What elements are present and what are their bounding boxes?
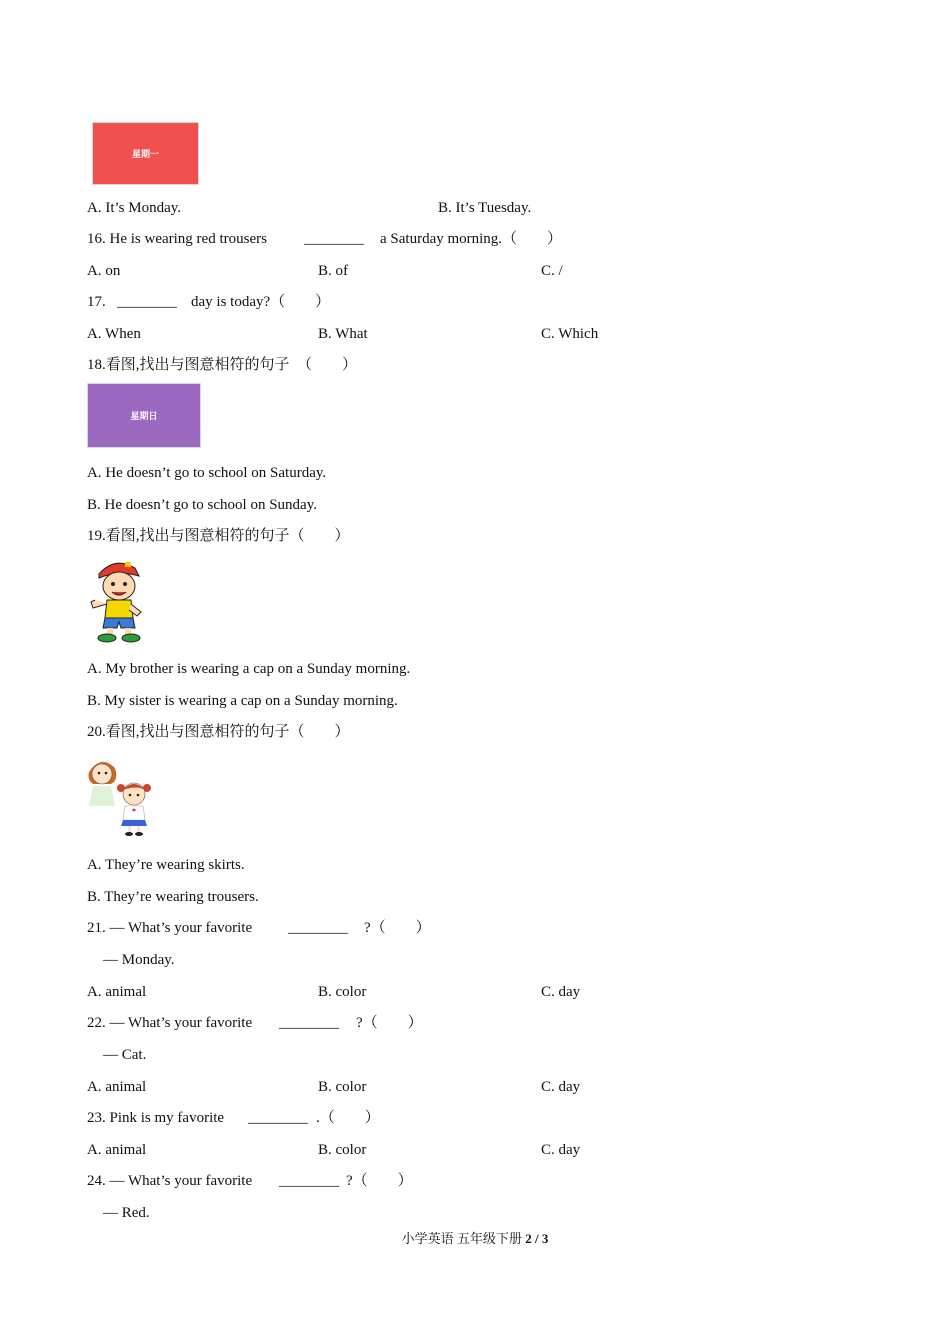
q24-answer: — Red. bbox=[103, 1205, 150, 1221]
q20-option-a: A. They’re wearing skirts. bbox=[87, 857, 245, 873]
q18-option-b: B. He doesn’t go to school on Sunday. bbox=[87, 497, 317, 513]
q15-option-a: A. It’s Monday. bbox=[87, 200, 182, 216]
q17-after: day is today?（ ） bbox=[191, 294, 331, 310]
q22-option-b: B. color bbox=[318, 1079, 367, 1095]
q16-option-c: C. / bbox=[541, 263, 563, 279]
q20-option-b: B. They’re wearing trousers. bbox=[87, 889, 259, 905]
q22-stem: 22. — What’s your favorite bbox=[87, 1015, 253, 1031]
q18-option-a: A. He doesn’t go to school on Saturday. bbox=[87, 465, 327, 481]
page-footer bbox=[0, 1228, 950, 1247]
q22-blank: ________ bbox=[279, 1015, 339, 1031]
q23-stem: 23. Pink is my favorite bbox=[87, 1110, 225, 1126]
q16-blank: ________ bbox=[304, 231, 364, 247]
q24-blank: ________ bbox=[279, 1173, 339, 1189]
q23-after: .（ ） bbox=[316, 1110, 380, 1126]
q19-option-b: B. My sister is wearing a cap on a Sunday morning. bbox=[87, 693, 398, 709]
two-girls-illustration bbox=[85, 754, 157, 838]
boy-with-cap-image bbox=[85, 556, 151, 644]
footer-page-total: 3 bbox=[541, 1231, 549, 1246]
q24-stem: 24. — What’s your favorite bbox=[87, 1173, 253, 1189]
q24-after: ?（ ） bbox=[346, 1173, 413, 1189]
q21-option-c: C. day bbox=[541, 984, 581, 1000]
q18-stem: 18.看图,找出与图意相符的句子 （ ） bbox=[87, 357, 358, 373]
q21-stem: 21. — What’s your favorite bbox=[87, 920, 253, 936]
footer-separator: / bbox=[534, 1231, 539, 1246]
q17-blank: ________ bbox=[117, 294, 177, 310]
q23-option-c: C. day bbox=[541, 1142, 581, 1158]
footer-label: 小学英语 五年级下册 bbox=[401, 1231, 522, 1246]
q21-option-a: A. animal bbox=[87, 984, 147, 1000]
q22-after: ?（ ） bbox=[356, 1015, 423, 1031]
footer-page-number: 2 bbox=[525, 1231, 532, 1246]
q17-option-c: C. Which bbox=[541, 326, 599, 342]
q19-stem: 19.看图,找出与图意相符的句子（ ） bbox=[87, 528, 350, 544]
q16-stem: 16. He is wearing red trousers bbox=[87, 231, 267, 247]
q21-option-b: B. color bbox=[318, 984, 367, 1000]
q20-stem: 20.看图,找出与图意相符的句子（ ） bbox=[87, 724, 350, 740]
q23-option-a: A. animal bbox=[87, 1142, 147, 1158]
monday-card-image bbox=[92, 122, 199, 185]
sunday-card-text: 星期日 bbox=[130, 412, 158, 422]
q17-number: 17. bbox=[87, 294, 106, 310]
q15-option-b: B. It’s Tuesday. bbox=[438, 200, 532, 216]
q17-option-a: A. When bbox=[87, 326, 141, 342]
q21-after: ?（ ） bbox=[364, 920, 431, 936]
q23-option-b: B. color bbox=[318, 1142, 367, 1158]
monday-card-text: 星期一 bbox=[131, 150, 159, 160]
q22-option-c: C. day bbox=[541, 1079, 581, 1095]
q21-answer: — Monday. bbox=[103, 952, 175, 968]
q19-option-a: A. My brother is wearing a cap on a Sunday morning. bbox=[87, 661, 411, 677]
q22-option-a: A. animal bbox=[87, 1079, 147, 1095]
two-girls-image bbox=[85, 754, 157, 838]
q16-option-a: A. on bbox=[87, 263, 121, 279]
q21-blank: ________ bbox=[288, 920, 348, 936]
q23-blank: ________ bbox=[248, 1110, 308, 1126]
q22-answer: — Cat. bbox=[103, 1047, 147, 1063]
boy-with-cap-illustration bbox=[85, 556, 151, 644]
q16-option-b: B. of bbox=[318, 263, 348, 279]
sunday-card-image bbox=[87, 383, 201, 448]
q17-option-b: B. What bbox=[318, 326, 368, 342]
q16-after: a Saturday morning.（ ） bbox=[380, 231, 563, 247]
